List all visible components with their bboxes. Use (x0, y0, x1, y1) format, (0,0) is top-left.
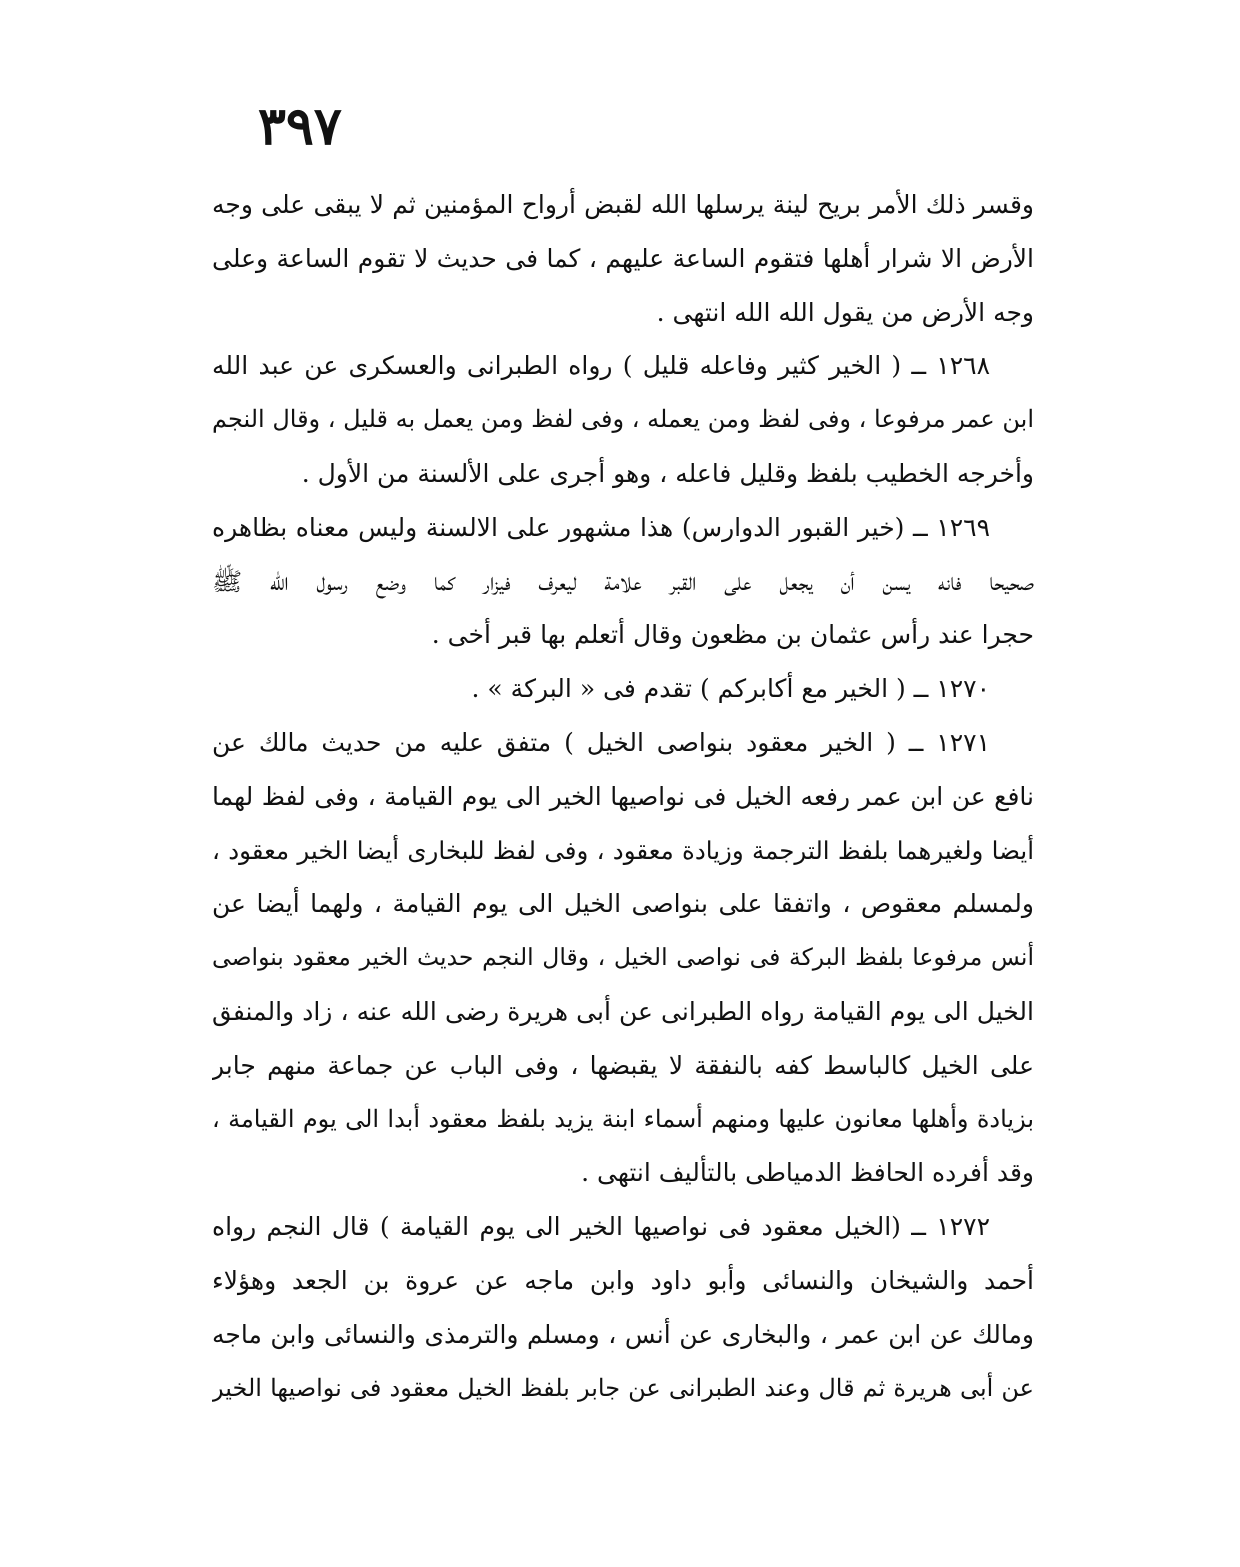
text-line: ومالك عن ابن عمر ، والبخارى عن أنس ، ومسلم والترمذى والنسائى وابن ماجه (212, 1319, 1034, 1349)
entry-1270-heading-line: ١٢٧٠ ــ ( الخير مع أكابركم ) تقدم فى « البركة » . (471, 674, 990, 704)
text-line: وقد أفرده الحافظ الدمياطى بالتأليف انتهى . (581, 1158, 1034, 1188)
text-line: ولمسلم معقوص ، واتفقا على بنواصى الخيل الى يوم القيامة ، ولهما أيضا عن (212, 889, 1034, 919)
entry-1272-heading-line: ١٢٧٢ ــ (الخيل معقود فى نواصيها الخير الى يوم القيامة ) قال النجم رواه (212, 1212, 990, 1242)
text-line: أحمد والشيخان والنسائى وأبو داود وابن ماجه عن عروة بن الجعد وهؤلاء (212, 1265, 1034, 1295)
text-line: صحيحا فانه يسن أن يجعل على القبر علامة ليعرف فيزار كما وضع رسول الله ﷺ (212, 566, 1034, 596)
text-line: أنس مرفوعا بلفظ البركة فى نواصى الخيل ، وقال النجم حديث الخير معقود بنواصى (212, 943, 1034, 972)
entry-1268-heading-line: ١٢٦٨ ــ ( الخير كثير وفاعله قليل ) رواه الطبرانى والعسكرى عن عبد الله (212, 351, 990, 381)
text-line: أيضا ولغيرهما بلفظ الترجمة وزيادة معقود ، وفى لفظ للبخارى أيضا الخير معقود ، (212, 835, 1034, 865)
entry-1271-heading-line: ١٢٧١ ــ ( الخير معقود بنواصى الخيل ) متفق عليه من حديث مالك عن (212, 727, 990, 757)
text-line: الخيل الى يوم القيامة رواه الطبرانى عن أبى هريرة رضى الله عنه ، زاد والمنفق (212, 996, 1034, 1026)
text-line: وأخرجه الخطيب بلفظ وقليل فاعله ، وهو أجرى على الألسنة من الأول . (301, 458, 1034, 488)
page-number: ٣٩٧ (258, 96, 342, 157)
text-line: وقسر ذلك الأمر بريح لينة يرسلها الله لقبض أرواح المؤمنين ثم لا يبقى على وجه (212, 190, 1034, 219)
text-line: ابن عمر مرفوعا ، وفى لفظ ومن يعمله ، وفى لفظ ومن يعمل به قليل ، وقال النجم (212, 405, 1034, 434)
text-line: على الخيل كالباسط كفه بالنفقة لا يقبضها ، وفى الباب عن جماعة منهم جابر (212, 1050, 1034, 1080)
text-line: وجه الأرض من يقول الله الله انتهى . (656, 297, 1034, 327)
body-text (212, 178, 1034, 1415)
text-line: نافع عن ابن عمر رفعه الخيل فى نواصيها الخير الى يوم القيامة ، وفى لفظ لهما (212, 781, 1034, 811)
text-line: حجرا عند رأس عثمان بن مظعون وقال أتعلم بها قبر أخى . (431, 620, 1034, 650)
text-line: الأرض الا شرار أهلها فتقوم الساعة عليهم ، كما فى حديث لا تقوم الساعة وعلى (212, 243, 1034, 273)
entry-1269-heading-line: ١٢٦٩ ــ (خير القبور الدوارس) هذا مشهور على الالسنة وليس معناه بظاهره (212, 512, 990, 542)
text-line: بزيادة وأهلها معانون عليها ومنهم أسماء ابنة يزيد بلفظ معقود أبدا الى يوم القيامة ، (212, 1104, 1034, 1133)
text-line: عن أبى هريرة ثم قال وعند الطبرانى عن جابر بلفظ الخيل معقود فى نواصيها الخير (212, 1373, 1034, 1402)
